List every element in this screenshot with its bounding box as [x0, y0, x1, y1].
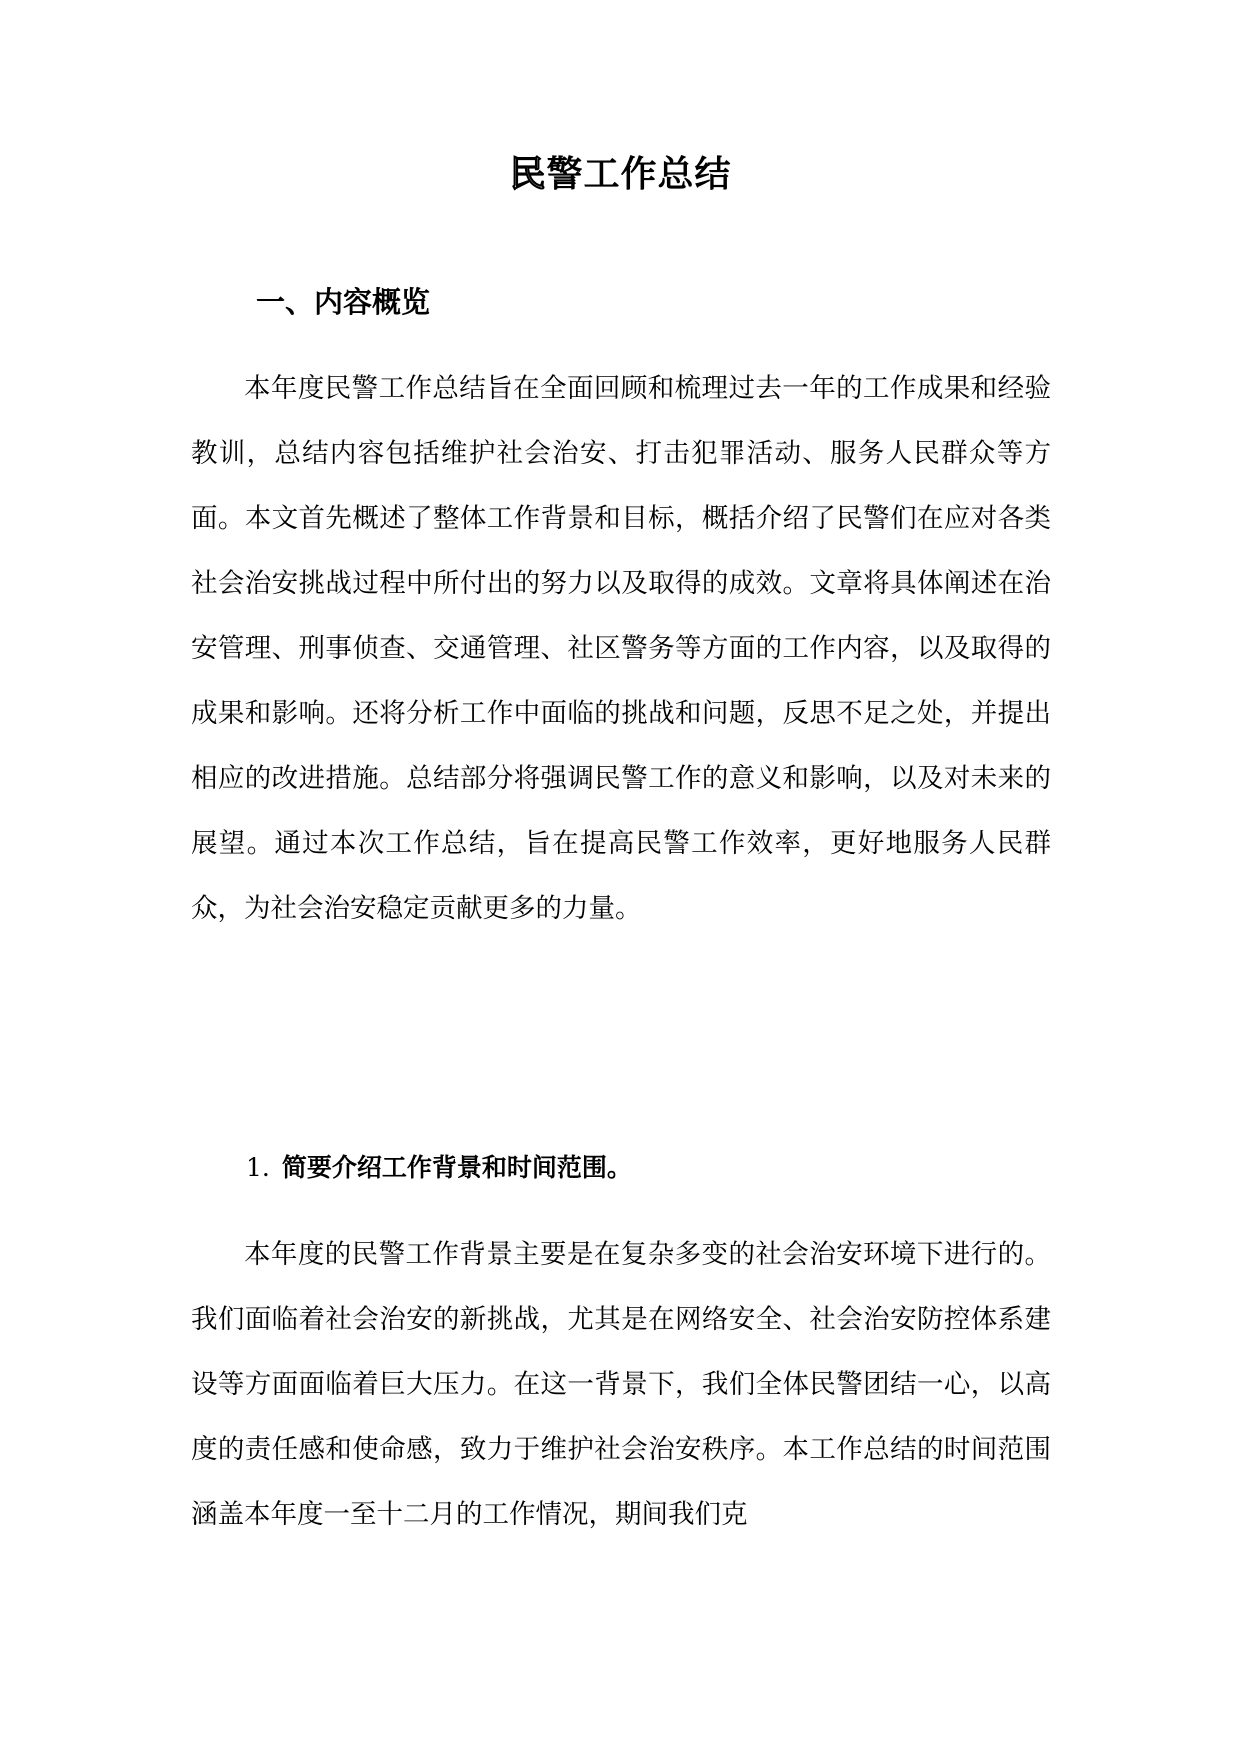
- subsection-heading-text: 简要介绍工作背景和时间范围。: [281, 1153, 632, 1182]
- subsection-heading: [246, 1148, 632, 1188]
- subsection-paragraph: 本年度的民警工作背景主要是在复杂多变的社会治安环境下进行的。我们面临着社会治安的新挑战，尤其是在网络安全、社会治安防控体系建设等方面面临着巨大压力。在这一背景下，我们全体民警团结一心，以高度的责任感和使命感，致力于维护社会治安秩序。本工作总结的时间范围涵盖本年度一至十二月的工作情况，期间我们克: [191, 1239, 1051, 1530]
- subsection-number: 1.: [246, 1153, 270, 1182]
- title-rest: 警工作总结: [546, 154, 732, 195]
- title-first-char: 民: [509, 154, 547, 195]
- section-heading: 一、内容概览: [256, 285, 431, 319]
- document-title: [0, 150, 1241, 200]
- section-paragraph: 本年度民警工作总结旨在全面回顾和梳理过去一年的工作成果和经验教训，总结内容包括维护社会治安、打击犯罪活动、服务人民群众等方面。本文首先概述了整体工作背景和目标，概括介绍了民警们在应对各类社会治安挑战过程中所付出的努力以及取得的成效。文章将具体阐述在治安管理、刑事侦查、交通管理、社区警务等方面的工作内容，以及取得的成果和影响。还将分析工作中面临的挑战和问题，反思不足之处，并提出相应的改进措施。总结部分将强调民警工作的意义和影响，以及对未来的展望。通过本次工作总结，旨在提高民警工作效率，更好地服务人民群众，为社会治安稳定贡献更多的力量。: [191, 373, 1051, 924]
